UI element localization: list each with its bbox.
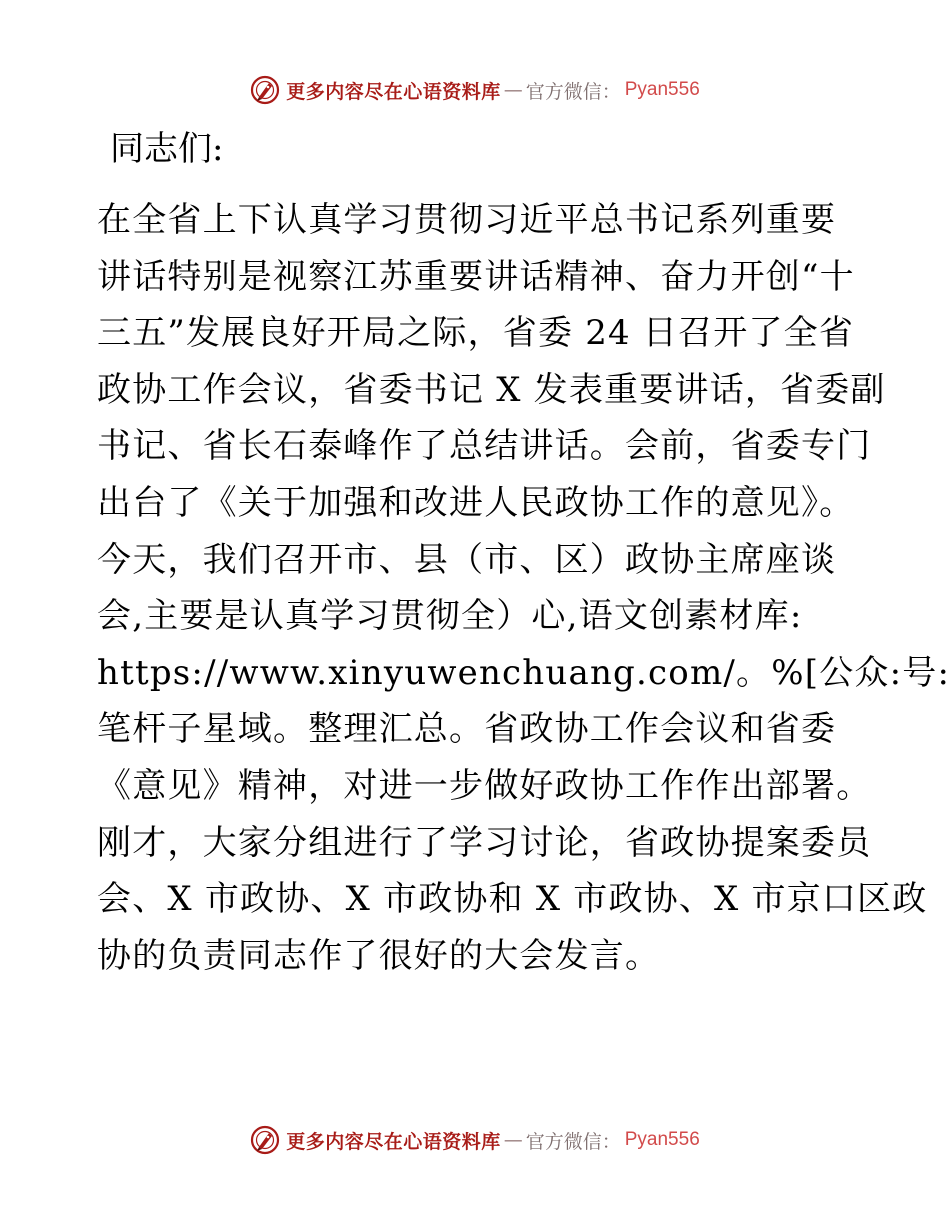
paragraph-line: 笔杆子星域。整理汇总。省政协工作会议和省委 xyxy=(97,709,837,750)
paragraph-line: 讲话特别是视察江苏重要讲话精神、奋力开创“十 xyxy=(97,256,855,297)
banner-separator: — xyxy=(503,79,523,101)
paragraph-line: 今天，我们召开市、县（市、区）政协主席座谈 xyxy=(97,539,837,580)
footer-banner xyxy=(0,1122,950,1158)
paragraph-line: 会、X 市政协、X 市政协和 X 市政协、X 市京口区政 xyxy=(97,879,928,920)
paragraph-line: https://www.xinyuwenchuang.com/。%[公众:号: xyxy=(97,652,950,693)
paragraph-line: 出台了《关于加强和改进人民政协工作的意见》。 xyxy=(97,482,855,523)
header-banner xyxy=(0,72,950,108)
banner-wechat-label: 官方微信： xyxy=(525,1130,621,1153)
paragraph-line: 三五”发展良好开局之际，省委 24 日召开了全省 xyxy=(97,313,855,354)
banner-title: 更多内容尽在心语资料库 xyxy=(286,80,501,103)
pen-nib-logo-icon xyxy=(250,75,280,105)
paragraph-line: 会,主要是认真学习贯彻全）心,语文创素材库: xyxy=(97,596,803,637)
paragraph-line: 书记、省长石泰峰作了总结讲话。会前，省委专门 xyxy=(97,426,872,467)
body-paragraph xyxy=(97,192,950,984)
paragraph-line: 《意见》精神，对进一步做好政协工作作出部署。 xyxy=(97,765,872,806)
paragraph-line: 在全省上下认真学习贯彻习近平总书记系列重要 xyxy=(97,200,837,240)
banner-wechat-id: Pyan556 xyxy=(624,79,700,100)
pen-nib-logo-icon xyxy=(250,1125,280,1155)
banner-separator: — xyxy=(503,1129,523,1151)
paragraph-line: 刚才，大家分组进行了学习讨论，省政协提案委员 xyxy=(97,822,872,863)
banner-title: 更多内容尽在心语资料库 xyxy=(286,1130,501,1153)
banner-wechat-id: Pyan556 xyxy=(624,1129,700,1150)
paragraph-line: 协的负责同志作了很好的大会发言。 xyxy=(97,935,661,976)
banner-wechat-label: 官方微信： xyxy=(525,80,621,103)
salutation: 同志们: xyxy=(110,129,224,169)
paragraph-line: 政协工作会议，省委书记 X 发表重要讲话，省委副 xyxy=(97,369,886,410)
